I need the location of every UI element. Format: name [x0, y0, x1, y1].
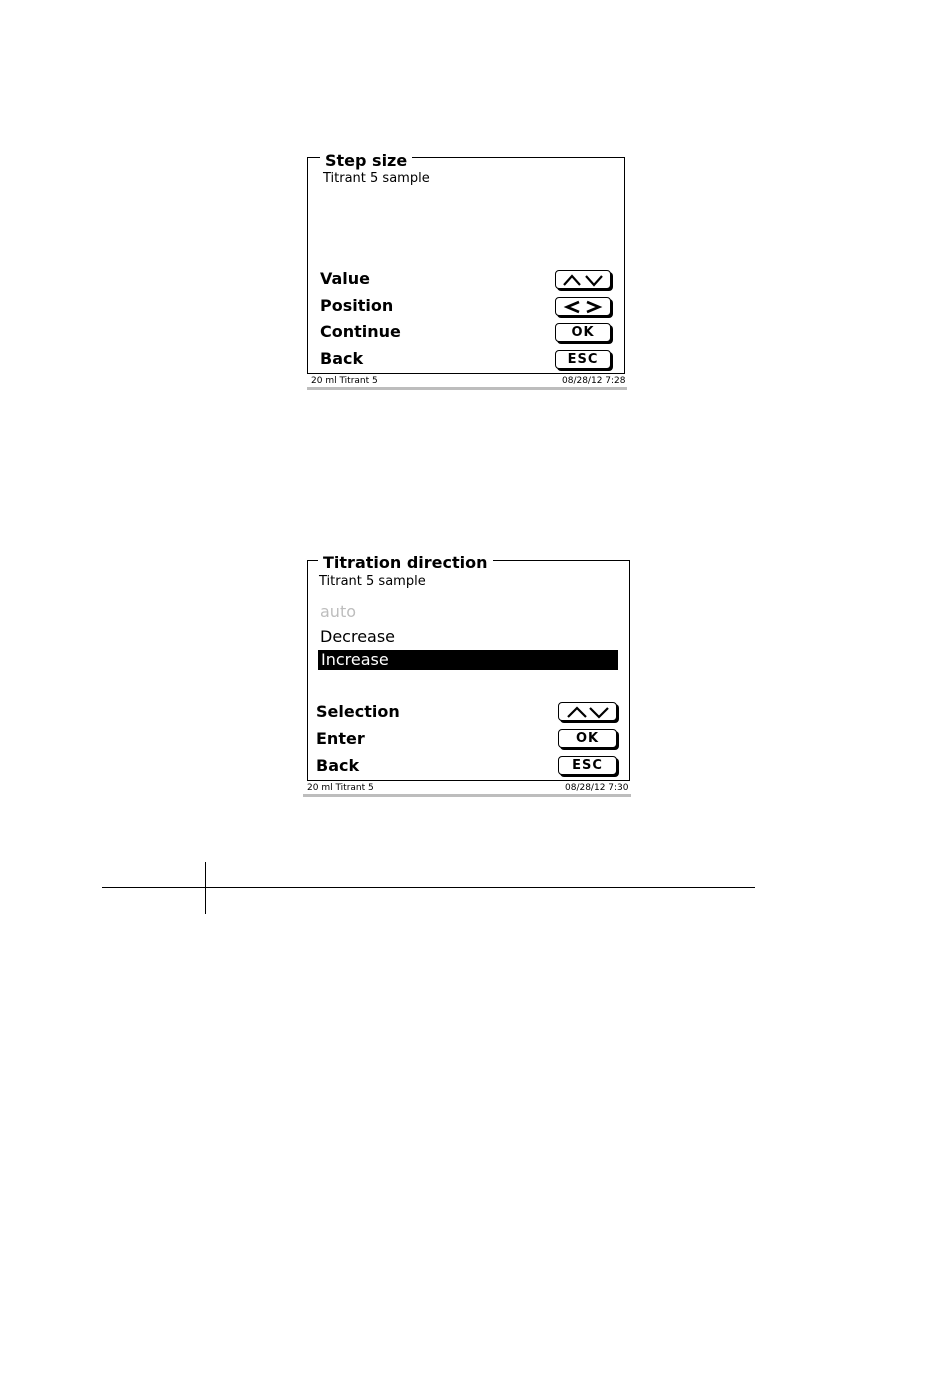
back-label: Back	[320, 349, 364, 368]
status-right: 08/28/12 7:30	[565, 783, 629, 793]
enter-label: Enter	[316, 729, 365, 748]
step-size-title: Step size	[320, 153, 412, 169]
esc-key[interactable]: ESC	[555, 350, 611, 369]
selection-label: Selection	[316, 702, 400, 721]
status-right: 08/28/12 7:28	[562, 376, 626, 386]
up-down-key[interactable]	[558, 702, 617, 721]
esc-key[interactable]: ESC	[558, 756, 617, 775]
up-down-arrows-icon	[565, 705, 611, 719]
option-increase[interactable]: Increase	[318, 650, 618, 670]
page-rule-vertical	[205, 862, 206, 914]
option-decrease[interactable]: Decrease	[320, 627, 396, 646]
left-right-key[interactable]	[555, 297, 611, 316]
status-left: 20 ml Titrant 5	[311, 376, 378, 386]
titration-direction-title: Titration direction	[318, 555, 493, 571]
option-auto[interactable]: auto	[320, 602, 357, 621]
up-down-key[interactable]	[555, 270, 611, 289]
page-rule-horizontal	[102, 887, 755, 888]
status-left: 20 ml Titrant 5	[307, 783, 374, 793]
value-label: Value	[320, 269, 371, 288]
continue-label: Continue	[320, 322, 401, 341]
status-bar	[303, 794, 631, 797]
back-label: Back	[316, 756, 360, 775]
status-bar	[307, 387, 627, 390]
titration-direction-subtitle: Titrant 5 sample	[319, 574, 426, 589]
ok-key[interactable]: OK	[558, 729, 617, 748]
left-right-arrows-icon	[561, 300, 605, 314]
ok-key[interactable]: OK	[555, 323, 611, 342]
position-label: Position	[320, 296, 394, 315]
step-size-subtitle: Titrant 5 sample	[323, 171, 430, 186]
up-down-arrows-icon	[561, 273, 605, 287]
